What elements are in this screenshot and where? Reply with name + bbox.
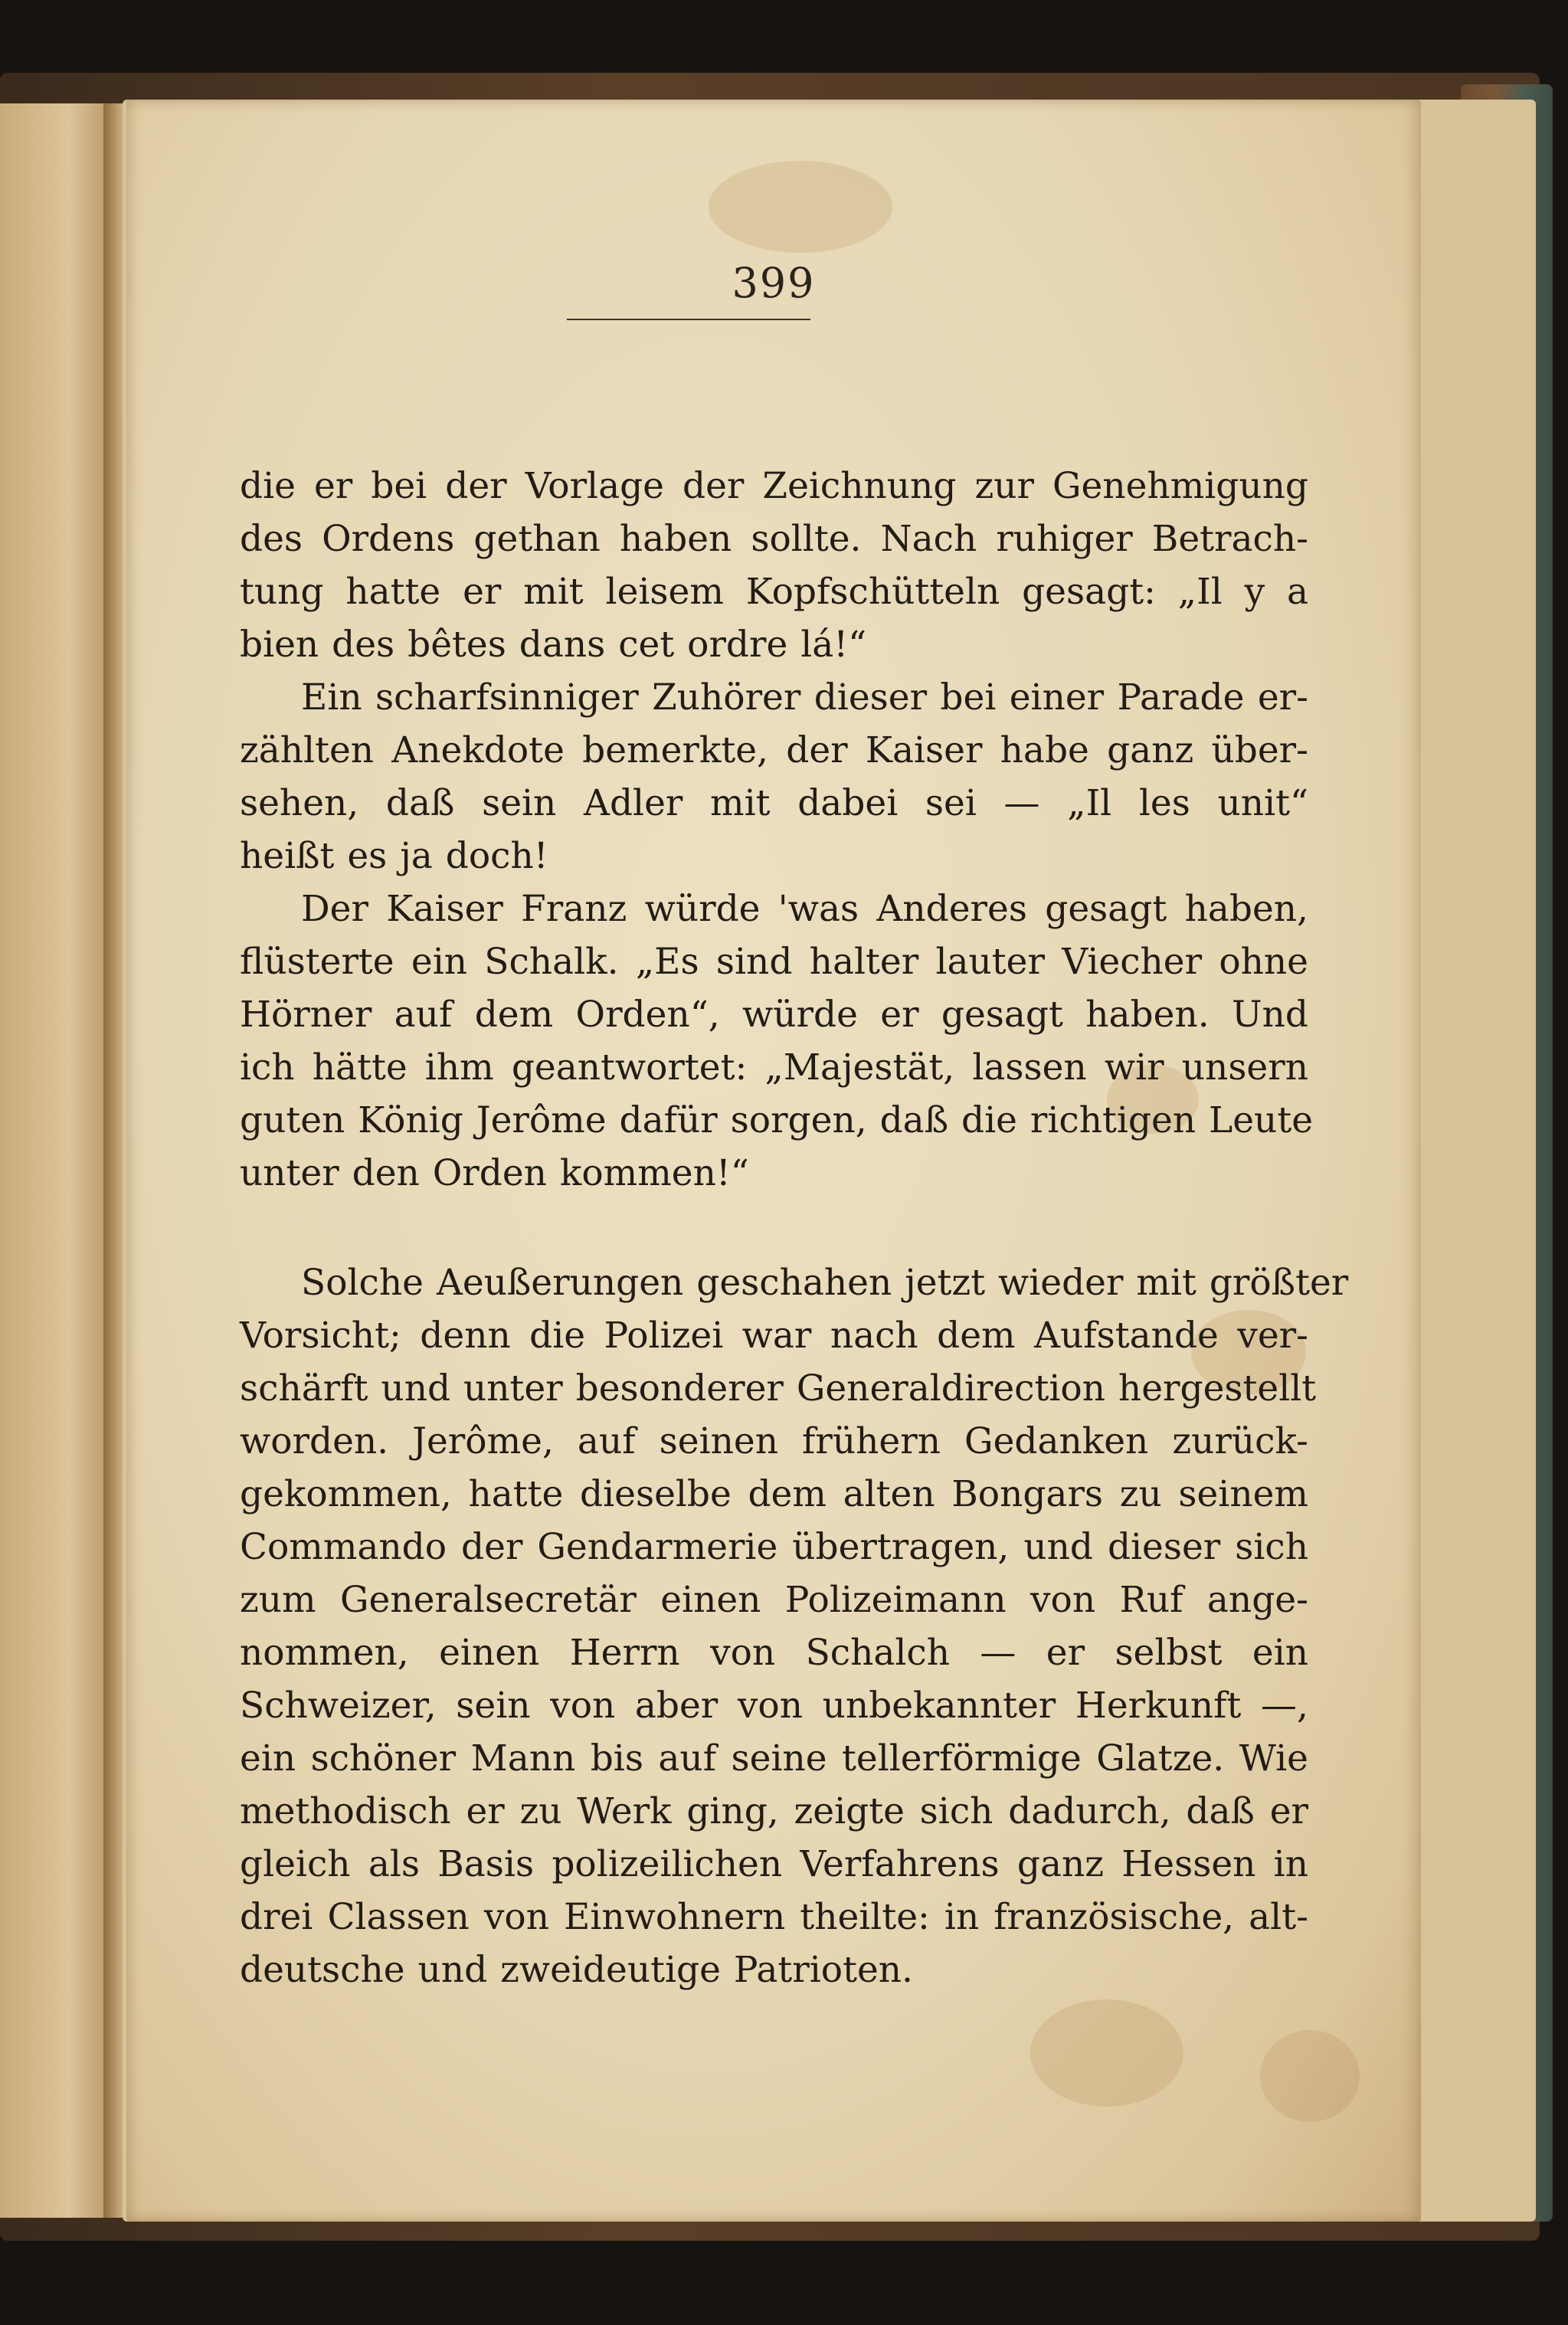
text-line: tung hatte er mit leisem Kopfschütteln gesagt: „Il y a [240,571,1308,613]
text-line: deutsche und zweideutige Patrioten. [240,1949,913,1991]
foxing-stain [1030,1999,1183,2107]
text-line: drei Classen von Einwohnern theilte: in französische, alt- [240,1896,1308,1938]
text-line: des Ordens gethan haben sollte. Nach ruhiger Betrach- [240,518,1308,560]
text-block-upper [240,460,1314,1200]
header-rule [567,319,810,320]
text-line: heißt es ja doch! [240,835,548,877]
text-line: Der Kaiser Franz würde 'was Anderes gesagt haben, [301,888,1308,930]
text-line: Vorsicht; denn die Polizei war nach dem Aufstande ver- [240,1315,1308,1357]
text-line: gekommen, hatte dieselbe dem alten Bongars zu seinem [240,1473,1308,1515]
text-block-lower [240,1256,1349,1996]
text-line: zählten Anekdote bemerkte, der Kaiser habe ganz über- [240,729,1308,771]
text-line: zum Generalsecretär einen Polizeimann von Ruf ange- [240,1579,1308,1621]
text-line: methodisch er zu Werk ging, zeigte sich dadurch, daß er [240,1790,1308,1832]
foxing-stain [709,161,892,253]
text-line: Solche Aeußerungen geschahen jetzt wieder mit größter [301,1262,1349,1304]
text-line: sehen, daß sein Adler mit dabei sei — „Il les unit“ [240,782,1308,824]
text-line: flüsterte ein Schalk. „Es sind halter lauter Viecher ohne [240,941,1308,983]
book-page [126,100,1421,2222]
text-line: ich hätte ihm geantwortet: „Majestät, lassen wir unsern [240,1046,1308,1089]
text-line: gleich als Basis polizeilichen Verfahrens ganz Hessen in [240,1843,1308,1885]
foxing-stain [1260,2030,1360,2122]
text-line: nommen, einen Herrn von Schalch — er selbst ein [240,1632,1308,1674]
text-line: Commando der Gendarmerie übertragen, und dieser sich [240,1526,1308,1568]
facing-page-edge [0,103,115,2218]
text-line: ein schöner Mann bis auf seine tellerförmige Glatze. Wie [240,1737,1308,1780]
text-line: Hörner auf dem Orden“, würde er gesagt haben. Und [240,994,1308,1036]
page-number: 399 [732,259,816,307]
text-line: Schweizer, sein von aber von unbekannter Herkunft —, [240,1685,1308,1727]
text-line: guten König Jerôme dafür sorgen, daß die richtigen Leute [240,1099,1314,1141]
text-line: worden. Jerôme, auf seinen frühern Gedanken zurück- [240,1420,1308,1462]
text-line: die er bei der Vorlage der Zeichnung zur Genehmigung [240,465,1308,507]
text-line: Ein scharfsinniger Zuhörer dieser bei einer Parade er- [301,676,1308,719]
text-line: bien des bêtes dans cet ordre lá!“ [240,624,867,666]
text-line: schärft und unter besonderer Generaldirection hergestellt [240,1367,1317,1410]
text-line: unter den Orden kommen!“ [240,1152,749,1194]
